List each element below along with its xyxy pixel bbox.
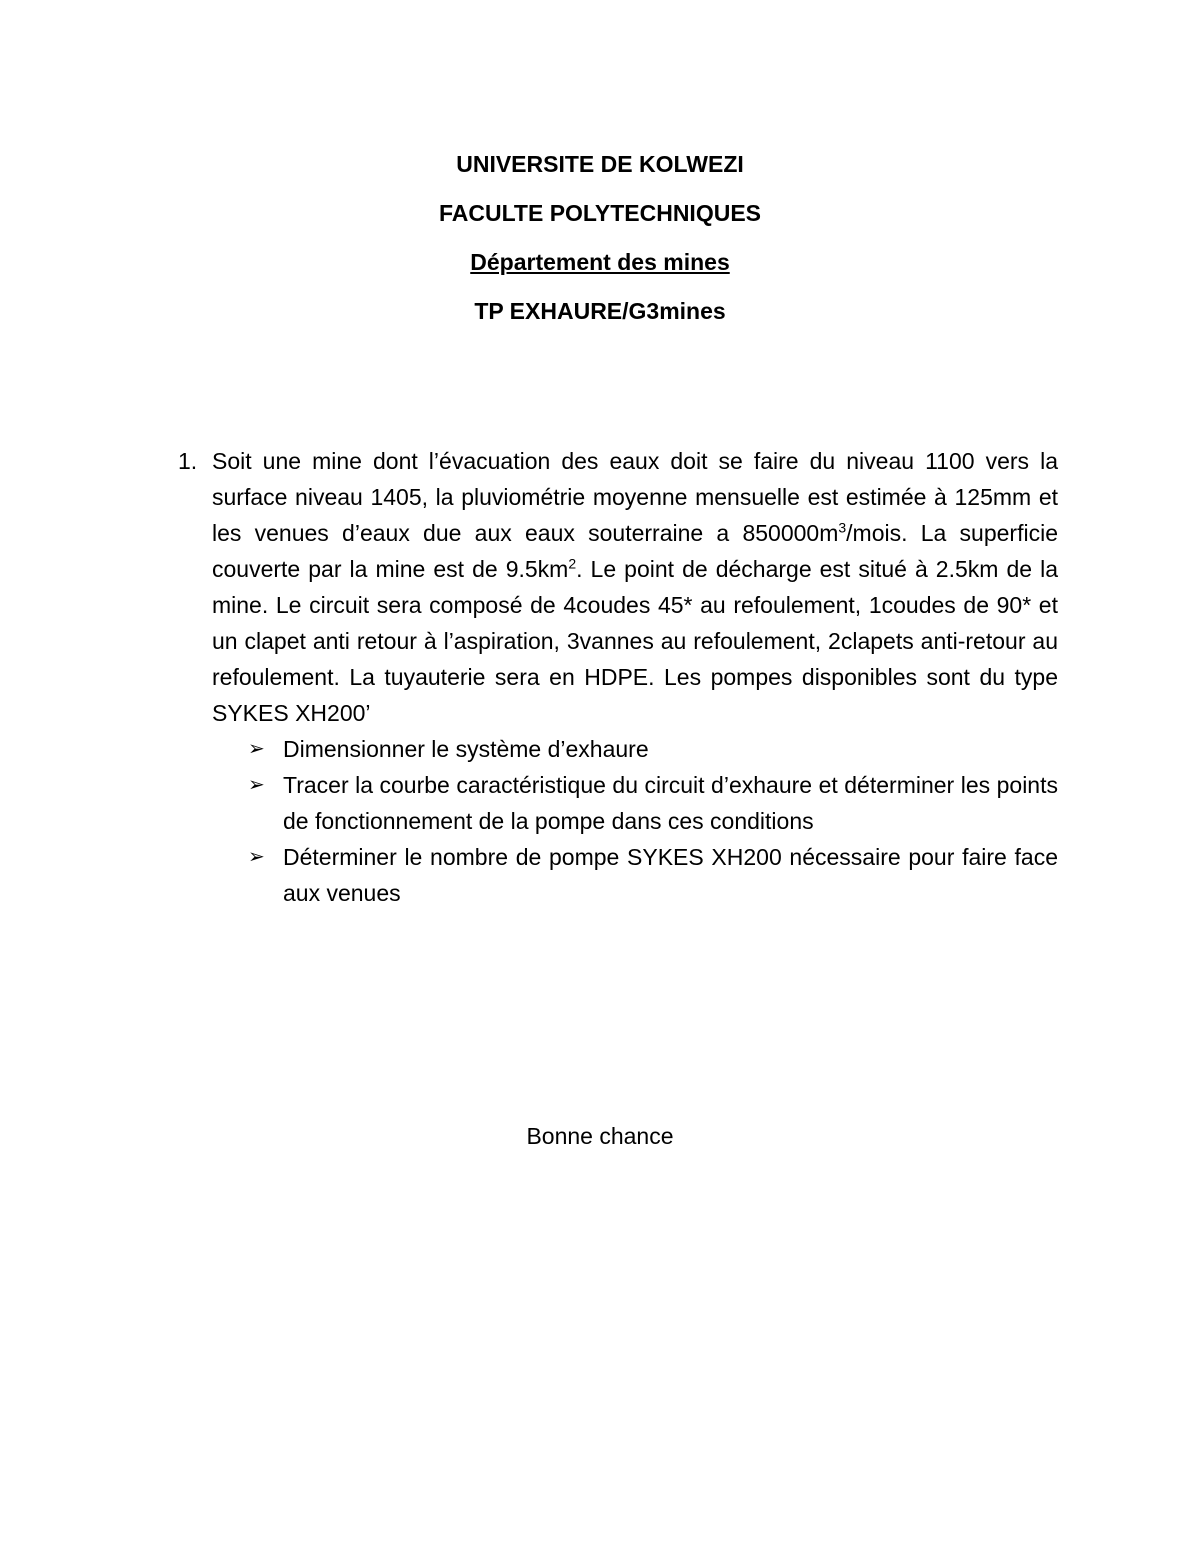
faculty-title: FACULTE POLYTECHNIQUES (438, 200, 762, 226)
document-header (0, 140, 1200, 336)
task-text: Déterminer le nombre de pompe SYKES XH200 nécessaire pour faire face aux venues (283, 844, 1058, 906)
list-item (248, 731, 1058, 767)
department-title: Département des mines (470, 249, 730, 275)
list-item (248, 839, 1058, 911)
task-text: Tracer la courbe caractéristique du circuit d’exhaure et déterminer les points de fonctionnement de la pompe dans ces conditions (283, 772, 1058, 834)
list-item (248, 767, 1058, 839)
exercise-content (178, 443, 1058, 911)
closing-remark: Bonne chance (526, 1123, 674, 1149)
task-list (248, 731, 1058, 911)
statement-part-1: Soit une mine dont l’évacuation des eaux doit se faire du niveau 1100 vers la surface niveau 1405, la pluviométrie moyenne mensuelle est estimée à 125mm et les venues d’eaux due aux eaux souterraine a 850000m (212, 448, 1058, 546)
arrow-bullet-icon: ➢ (248, 774, 265, 796)
course-title: TP EXHAURE/G3mines (474, 298, 726, 324)
university-title: UNIVERSITE DE KOLWEZI (456, 151, 744, 177)
cubic-exponent: 3 (838, 519, 847, 536)
square-exponent: 2 (568, 555, 577, 572)
question-number: 1. (178, 448, 198, 474)
question-statement (212, 443, 1058, 731)
statement-part-3: . Le point de décharge est situé à 2.5km de la mine. Le circuit sera composé de 4coudes 45* au refoulement, 1coudes de 90* et un clapet anti retour à l’aspiration, 3vannes au refoulement, 2clapets anti-retour au refoulement. La tuyauterie sera en HDPE. Les pompes disponibles sont du type SYKES XH200’ (212, 556, 1058, 726)
arrow-bullet-icon: ➢ (248, 738, 265, 760)
arrow-bullet-icon: ➢ (248, 846, 265, 868)
statement-part-2: /mois. La superficie couverte par la mine est de 9.5km (212, 520, 1058, 582)
question-item (178, 443, 1058, 731)
task-text: Dimensionner le système d’exhaure (283, 736, 649, 762)
